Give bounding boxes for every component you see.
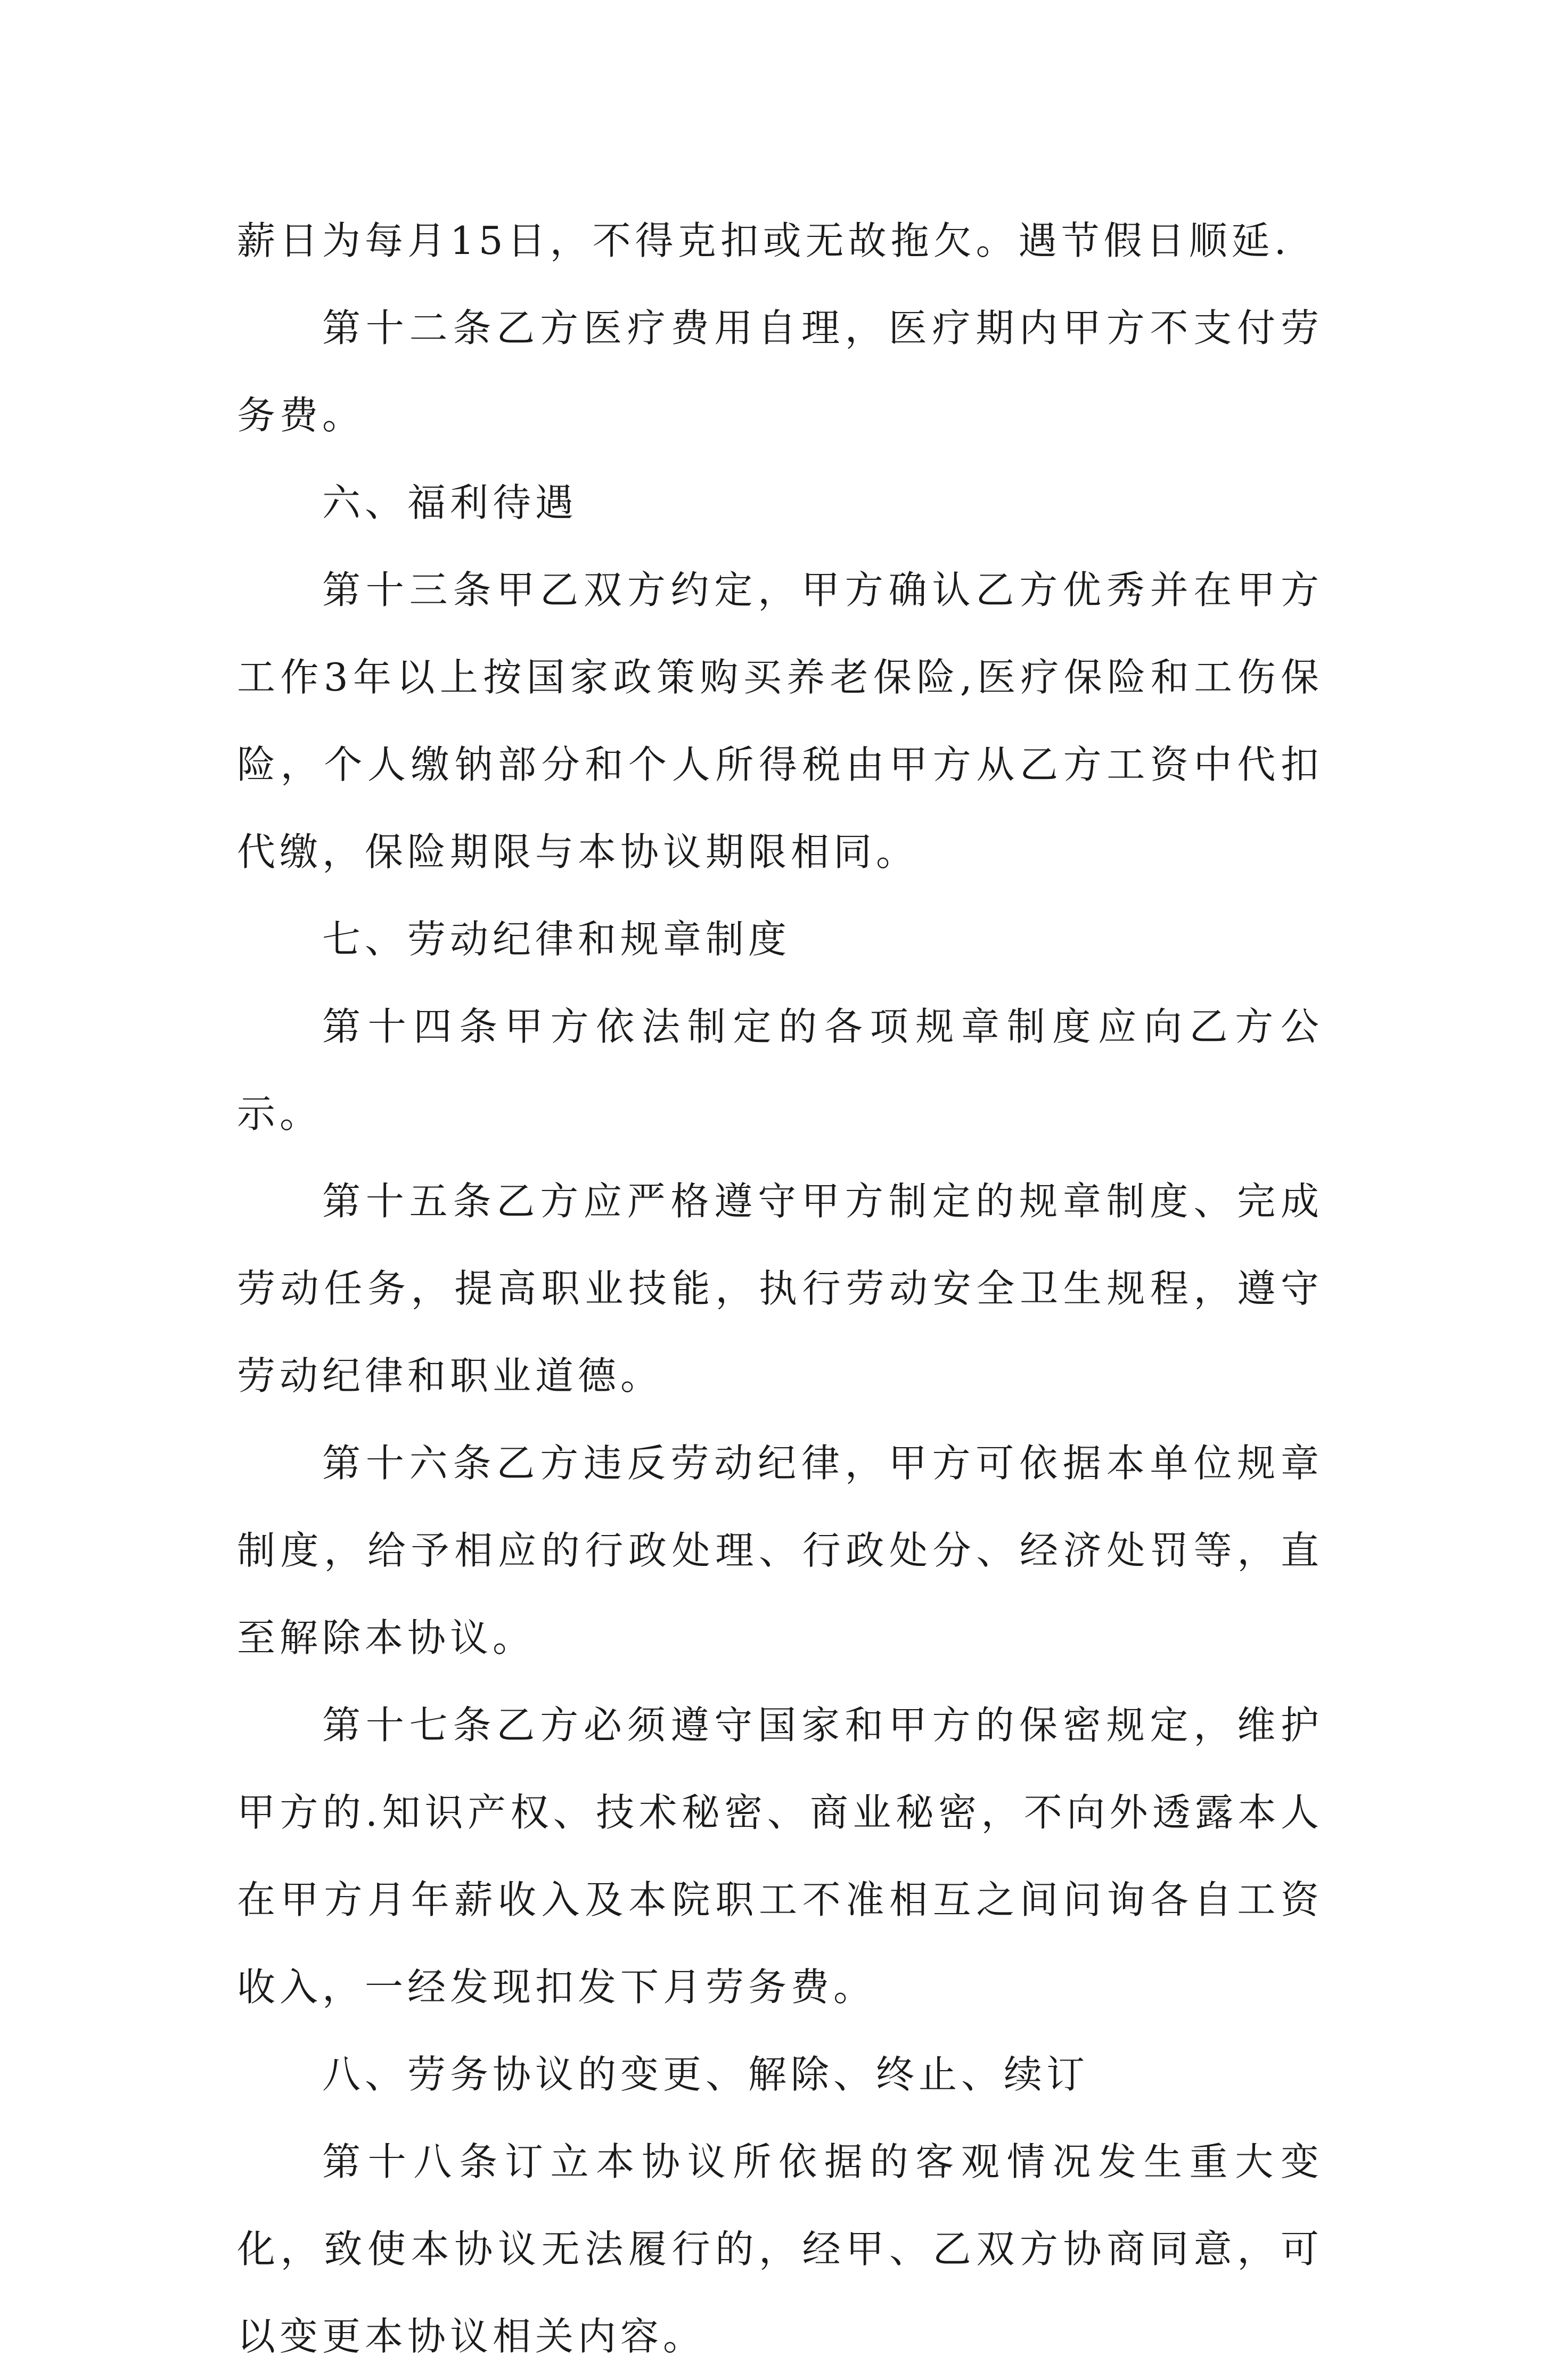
paragraph-article-13: 第十三条甲乙双方约定，甲方确认乙方优秀并在甲方工作3年以上按国家政策购买养老保险,医疗保险和工伤保险，个人缴钠部分和个人所得税由甲方从乙方工资中代扣代缴，保险期限与本协议期限相同。 [237, 568, 1323, 874]
section-heading-agreement-changes: 八、劳务协议的变更、解除、终止、续订 [322, 2052, 1089, 2097]
paragraph-article-18: 第十八条订立本协议所依据的客观情况发生重大变化，致使本协议无法履行的，经甲、乙双方协商同意，可以变更本协议相关内容。 [237, 2139, 1323, 2359]
paragraph-article-12: 第十二条乙方医疗费用自理，医疗期内甲方不支付劳务费。 [237, 306, 1323, 438]
document-body [237, 197, 1323, 2380]
paragraph-article-16: 第十六条乙方违反劳动纪律，甲方可依据本单位规章制度，给予相应的行政处理、行政处分、经济处罚等，直至解除本协议。 [237, 1441, 1323, 1660]
section-heading-discipline: 七、劳动纪律和规章制度 [322, 917, 791, 962]
section-heading-welfare: 六、福利待遇 [322, 480, 578, 525]
paragraph-article-14: 第十四条甲方依法制定的各项规章制度应向乙方公示。 [237, 1004, 1323, 1136]
paragraph-article-15: 第十五条乙方应严格遵守甲方制定的规章制度、完成劳动任务，提高职业技能，执行劳动安全卫生规程，遵守劳动纪律和职业道德。 [237, 1179, 1323, 1398]
paragraph-salary-date: 薪日为每月15日，不得克扣或无故拖欠。遇节假日顺延. [237, 218, 1291, 263]
paragraph-article-17: 第十七条乙方必须遵守国家和甲方的保密规定，维护甲方的.知识产权、技术秘密、商业秘密，不向外透露本人在甲方月年薪收入及本院职工不准相互之间问询各自工资收入，一经发现扣发下月劳务费。 [237, 1703, 1323, 2009]
